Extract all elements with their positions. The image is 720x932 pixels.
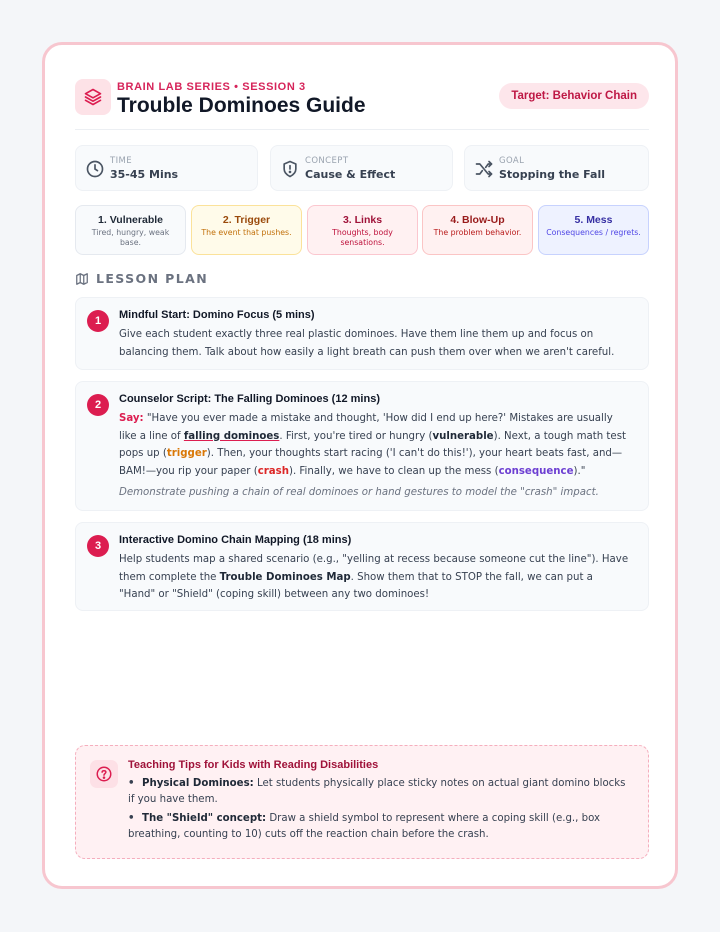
chain-step-desc: Thoughts, body sensations. bbox=[332, 228, 393, 247]
tip-item bbox=[128, 811, 634, 843]
help-circle-icon bbox=[90, 760, 118, 788]
script-fragment: ). Next, a tough math test pops up ( bbox=[119, 430, 627, 459]
step-body: Give each student exactly three real plastic dominoes. Have them line them up and focus on balancing them. Talk about how easily a light breath can push them over when we aren't careful. bbox=[119, 329, 615, 358]
step-body bbox=[119, 410, 629, 502]
teaching-tips bbox=[75, 745, 649, 859]
step-number: 1 bbox=[87, 310, 109, 332]
step-fragment: . Show them that to STOP the fall, we can put a "Hand" or "Shield" (coping skill) between any two dominoes! bbox=[119, 571, 593, 600]
map-icon bbox=[75, 272, 89, 286]
chain-step-mess bbox=[538, 205, 649, 255]
script-fragment: )." bbox=[573, 465, 586, 477]
step-title: Counselor Script: The Falling Dominoes (12 mins) bbox=[119, 393, 380, 405]
chain-step-name: 5. Mess bbox=[574, 214, 613, 226]
chain-step-desc: Tired, hungry, weak base. bbox=[91, 228, 170, 247]
chain-step-desc: Consequences / regrets. bbox=[546, 228, 641, 237]
info-time bbox=[75, 145, 258, 191]
info-label: TIME bbox=[110, 156, 133, 166]
chain-step-trigger bbox=[191, 205, 302, 255]
info-row bbox=[75, 145, 649, 191]
say-label: Say: bbox=[119, 413, 144, 424]
step-body bbox=[119, 551, 629, 604]
info-goal bbox=[464, 145, 649, 191]
chain-step-desc: The event that pushes. bbox=[201, 228, 292, 237]
keyword-trigger: trigger bbox=[166, 448, 207, 459]
tips-list bbox=[128, 776, 634, 846]
section-title: LESSON PLAN bbox=[96, 271, 209, 286]
info-value: Stopping the Fall bbox=[499, 168, 606, 181]
tip-item bbox=[128, 776, 634, 808]
chain-step-name: 2. Trigger bbox=[222, 214, 271, 226]
chain-step-links bbox=[307, 205, 418, 255]
info-value: 35-45 Mins bbox=[110, 168, 179, 181]
info-label: CONCEPT bbox=[305, 156, 349, 166]
keyword-vulnerable: vulnerable bbox=[432, 430, 494, 442]
header bbox=[75, 77, 649, 129]
script-fragment: ). Then, your thoughts start racing ('I can't do this!'), your heart beats fast, and—BAM!—you rip your paper ( bbox=[119, 448, 623, 477]
chain-step-blow-up bbox=[422, 205, 533, 255]
keyword-falling-dominoes: falling dominoes bbox=[183, 430, 280, 442]
step-number: 2 bbox=[87, 394, 109, 416]
keyword-crash: crash bbox=[257, 465, 289, 477]
bullet: • bbox=[128, 778, 135, 789]
chain-step-desc: The problem behavior. bbox=[433, 228, 522, 237]
tips-title: Teaching Tips for Kids with Reading Disabilities bbox=[128, 759, 379, 771]
step-title: Interactive Domino Chain Mapping (18 mins) bbox=[119, 534, 352, 546]
chain-step-name: 4. Blow-Up bbox=[450, 214, 505, 226]
script-fragment: "Have you ever made a mistake and thought, 'How did I end up here?' Mistakes are usually like a line of bbox=[119, 413, 613, 442]
shield-icon bbox=[280, 159, 300, 179]
script-fragment: ). Finally, we have to clean up the mess ( bbox=[288, 465, 499, 477]
info-label: GOAL bbox=[499, 156, 525, 166]
script-text bbox=[119, 410, 629, 480]
series-label: BRAIN LAB SERIES • SESSION 3 bbox=[117, 81, 306, 93]
tip-text: Let students physically place sticky notes on actual giant domino blocks if you have them. bbox=[128, 778, 626, 805]
layers-icon bbox=[75, 79, 111, 115]
header-divider bbox=[75, 129, 649, 130]
shuffle-icon bbox=[474, 159, 494, 179]
lesson-step-2 bbox=[75, 381, 649, 511]
tip-lead: Physical Dominoes: bbox=[142, 778, 254, 789]
tip-text: Draw a shield symbol to represent where a coping skill (e.g., box breathing, counting to 10) cuts off the reaction chain before the crash. bbox=[128, 813, 601, 840]
lesson-step-3 bbox=[75, 522, 649, 611]
target-badge: Target: Behavior Chain bbox=[499, 83, 649, 109]
info-value: Cause & Effect bbox=[305, 168, 396, 181]
step-fragment: Help students map a shared scenario (e.g., "yelling at recess because someone cut the line"). Have them complete the bbox=[119, 554, 629, 583]
behavior-chain bbox=[75, 205, 649, 255]
bullet: • bbox=[128, 813, 135, 824]
clock-icon bbox=[85, 159, 105, 179]
info-concept bbox=[270, 145, 453, 191]
chain-step-name: 1. Vulnerable bbox=[98, 214, 163, 226]
keyword-consequence: consequence bbox=[498, 465, 574, 477]
lesson-step-1 bbox=[75, 297, 649, 370]
step-title: Mindful Start: Domino Focus (5 mins) bbox=[119, 309, 315, 321]
tip-lead: The "Shield" concept: bbox=[142, 813, 267, 824]
chain-step-name: 3. Links bbox=[342, 214, 383, 226]
script-fragment: . First, you're tired or hungry ( bbox=[279, 430, 433, 442]
chain-step-vulnerable bbox=[75, 205, 186, 255]
page-title: Trouble Dominoes Guide bbox=[117, 94, 366, 117]
step-number: 3 bbox=[87, 535, 109, 557]
step-note: Demonstrate pushing a chain of real dominoes or hand gestures to model the "crash" impact. bbox=[119, 487, 599, 498]
keyword-trouble-dominoes-map: Trouble Dominoes Map bbox=[219, 571, 351, 583]
guide-card bbox=[42, 42, 678, 889]
